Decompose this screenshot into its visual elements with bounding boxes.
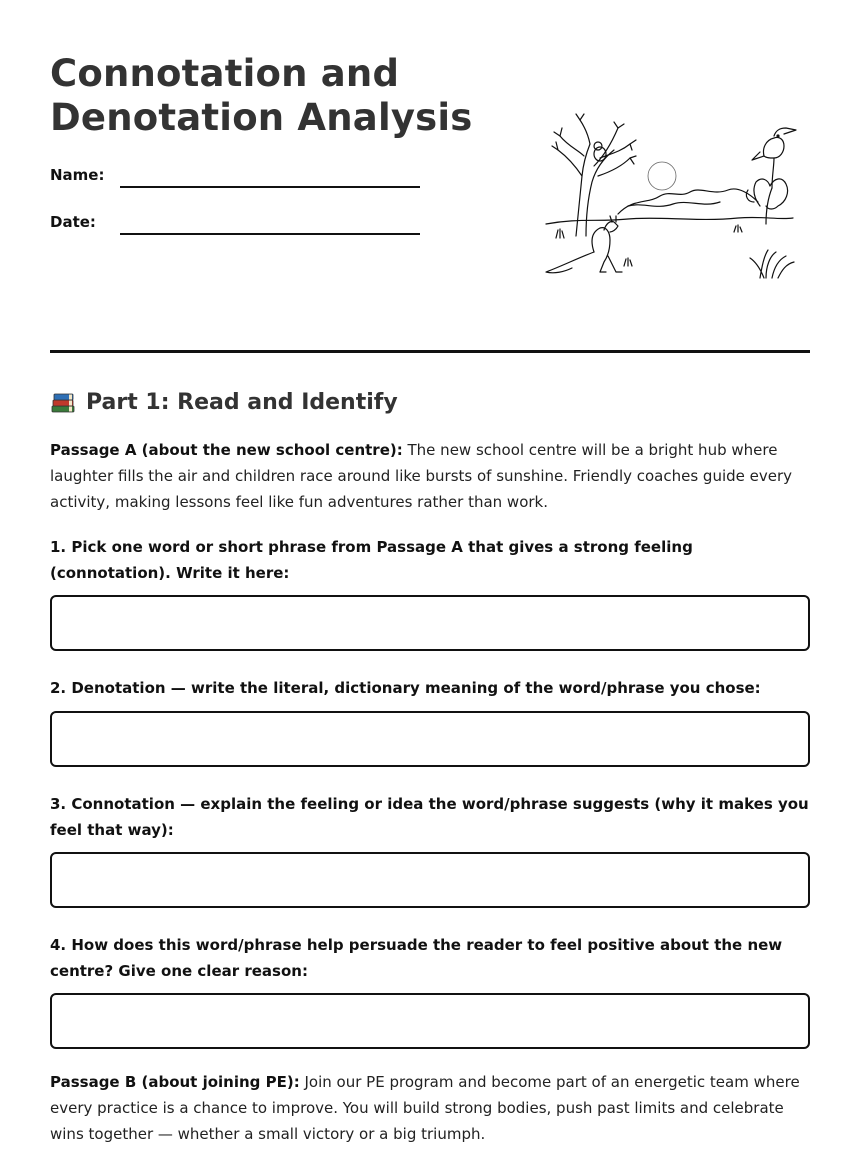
question-2: 2. Denotation — write the literal, dictionary meaning of the word/phrase you chose: xyxy=(50,679,761,697)
bush-landscape-illustration xyxy=(538,106,800,282)
date-field-line[interactable] xyxy=(120,233,420,235)
passage-a-text: The new school centre will be a bright hub where laughter fills the air and children race around like bursts of sunshine. Friendly coaches guide every activity, making lessons feel like fun adventures rather than work. xyxy=(50,441,793,511)
passage-a xyxy=(50,437,810,515)
question-3: 3. Connotation — explain the feeling or idea the word/phrase suggests (why it makes you feel that way): xyxy=(50,795,809,839)
title-line-2: Denotation Analysis xyxy=(50,96,473,139)
passage-a-label: Passage A (about the new school centre): xyxy=(50,441,403,459)
part1-heading xyxy=(50,389,398,415)
section-divider xyxy=(50,350,810,353)
page-title xyxy=(50,52,473,140)
answer-box-2[interactable] xyxy=(50,711,810,767)
passage-b xyxy=(50,1069,810,1147)
question-4: 4. How does this word/phrase help persuade the reader to feel positive about the new centre? Give one clear reason: xyxy=(50,936,783,980)
part1-heading-text: Part 1: Read and Identify xyxy=(86,389,398,415)
passage-b-text: Join our PE program and become part of an energetic team where every practice is a chance to improve. You will build strong bodies, push past limits and celebrate wins together — whether a small victory or a big triumph. xyxy=(50,1073,800,1143)
answer-box-1[interactable] xyxy=(50,595,810,651)
question-1: 1. Pick one word or short phrase from Passage A that gives a strong feeling (connotation). Write it here: xyxy=(50,538,693,582)
answer-box-3[interactable] xyxy=(50,852,810,908)
name-label: Name: xyxy=(50,166,105,184)
passage-b-label: Passage B (about joining PE): xyxy=(50,1073,300,1091)
answer-box-4[interactable] xyxy=(50,993,810,1049)
books-icon xyxy=(50,389,76,415)
date-label: Date: xyxy=(50,213,96,231)
name-field-line[interactable] xyxy=(120,186,420,188)
title-line-1: Connotation and xyxy=(50,52,400,95)
